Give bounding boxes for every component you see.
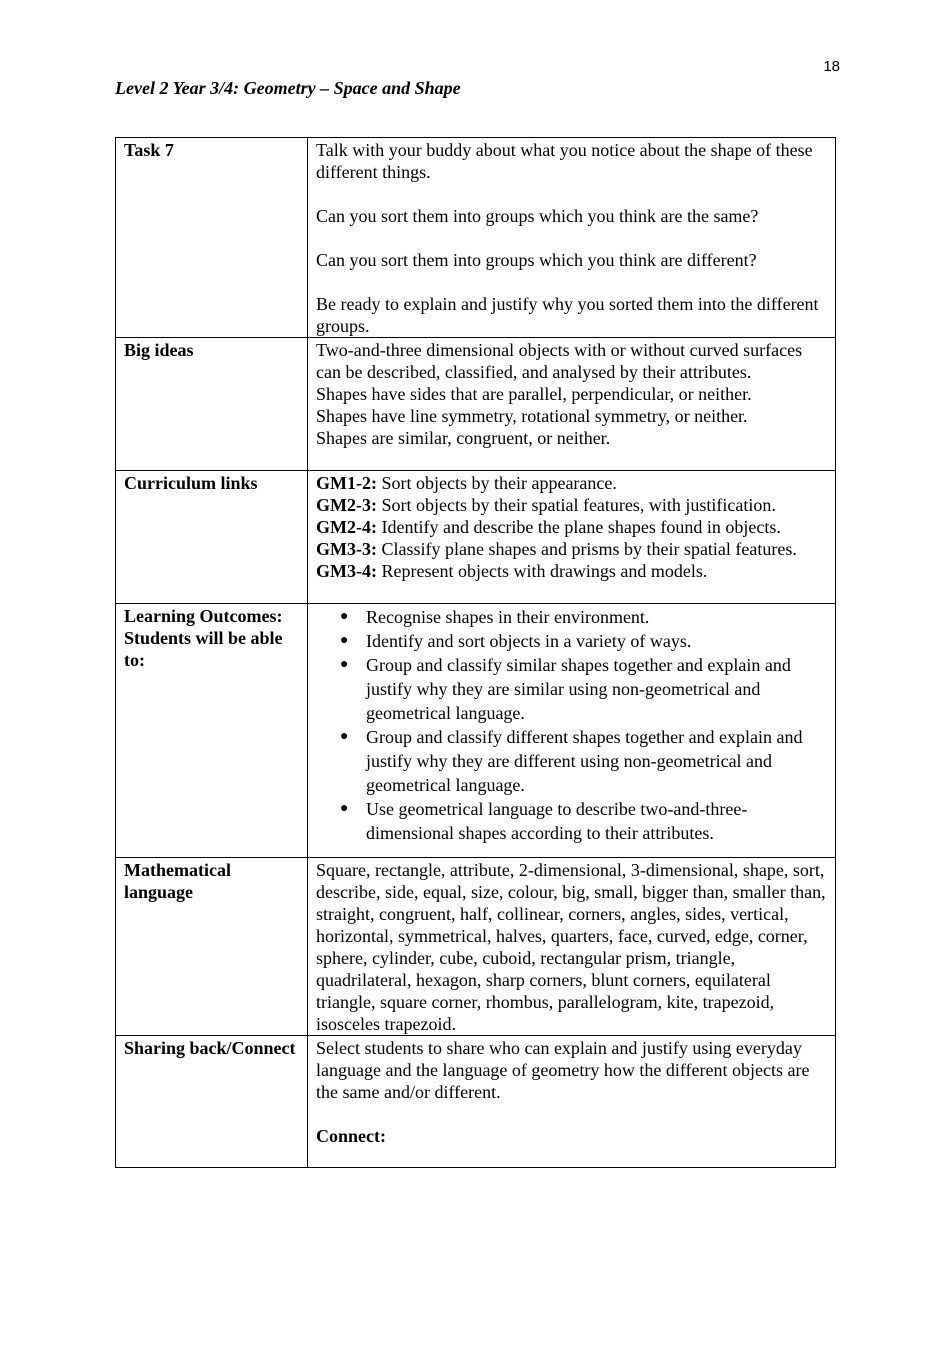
curriculum-text: Represent objects with drawings and models. xyxy=(376,561,708,581)
task-paragraph: Be ready to explain and justify why you sorted them into the different groups. xyxy=(316,294,819,336)
curriculum-link xyxy=(316,560,827,582)
big-ideas-row xyxy=(116,338,836,471)
big-idea-line: Two-and-three dimensional objects with or without curved surfaces can be described, classified, and analysed by their attributes. xyxy=(316,340,803,382)
curriculum-text: Sort objects by their appearance. xyxy=(376,473,617,493)
outcomes-row xyxy=(116,604,836,858)
language-row xyxy=(116,858,836,1036)
curriculum-text: Sort objects by their spatial features, with justification. xyxy=(376,495,776,515)
big-ideas-label: Big ideas xyxy=(116,338,308,471)
task-label: Task 7 xyxy=(116,138,308,338)
language-label: Mathematical language xyxy=(116,858,308,1036)
curriculum-code: GM3-4: xyxy=(316,561,377,581)
curriculum-link xyxy=(316,538,827,560)
sharing-label: Sharing back/Connect xyxy=(116,1036,308,1168)
outcome-text: Recognise shapes in their environment. xyxy=(366,607,650,627)
curriculum-link xyxy=(316,516,827,538)
curriculum-code: GM2-3: xyxy=(316,495,377,515)
outcome-text: Group and classify different shapes together and explain and justify why they are different using non-geometrical and geometrical language. xyxy=(366,727,803,795)
outcome-text: Group and classify similar shapes together and explain and justify why they are similar using non-geometrical and geometrical language. xyxy=(366,655,791,723)
curriculum-code: GM3-3: xyxy=(316,539,377,559)
sharing-text: Select students to share who can explain and justify using everyday language and the language of geometry how the different objects are the same and/or different. xyxy=(316,1038,810,1102)
outcomes-list xyxy=(316,605,827,855)
outcome-text: Use geometrical language to describe two-and-three-dimensional shapes according to their attributes. xyxy=(366,799,748,843)
sharing-content xyxy=(308,1036,836,1168)
curriculum-code: GM1-2: xyxy=(316,473,377,493)
task-paragraph: Can you sort them into groups which you think are the same? xyxy=(316,206,759,226)
outcomes-label: Learning Outcomes: Students will be able to: xyxy=(116,604,308,858)
big-idea-line: Shapes are similar, congruent, or neither. xyxy=(316,428,611,448)
curriculum-label: Curriculum links xyxy=(116,471,308,604)
lesson-plan-table xyxy=(115,137,836,1168)
bullet-icon: ● xyxy=(340,729,349,744)
bullet-icon: ● xyxy=(340,657,349,672)
outcomes-content xyxy=(308,604,836,858)
document-title: Level 2 Year 3/4: Geometry – Space and Shape xyxy=(115,78,461,98)
outcome-text: Identify and sort objects in a variety of ways. xyxy=(366,631,692,651)
big-idea-line: Shapes have line symmetry, rotational symmetry, or neither. xyxy=(316,406,748,426)
bullet-icon: ● xyxy=(340,801,349,816)
outcome-item xyxy=(316,605,827,629)
bullet-icon: ● xyxy=(340,633,349,648)
outcome-item xyxy=(316,653,827,725)
curriculum-row xyxy=(116,471,836,604)
language-content: Square, rectangle, attribute, 2-dimensional, 3-dimensional, shape, sort, describe, side, equal, size, colour, big, small, bigger than, smaller than, straight, congruent, half, collinear, corners, angles, sides, vertical, horizontal, symmetrical, halves, quarters, face, curved, edge, corner, sphere, cylinder, cube, cuboid, rectangular prism, triangle, quadrilateral, hexagon, sharp corners, blunt corners, equilateral triangle, square corner, rhombus, parallelogram, kite, trapezoid, isosceles trapezoid. xyxy=(308,858,836,1036)
task-paragraph: Talk with your buddy about what you notice about the shape of these different things. xyxy=(316,140,813,182)
outcome-item xyxy=(316,797,827,845)
bullet-icon: ● xyxy=(340,609,349,624)
curriculum-text: Classify plane shapes and prisms by their spatial features. xyxy=(376,539,797,559)
outcome-item xyxy=(316,725,827,797)
curriculum-content xyxy=(308,471,836,604)
curriculum-link xyxy=(316,472,827,494)
outcome-item xyxy=(316,629,827,653)
task-paragraph: Can you sort them into groups which you think are different? xyxy=(316,250,757,270)
task-row xyxy=(116,138,836,338)
big-ideas-content xyxy=(308,338,836,471)
big-idea-line: Shapes have sides that are parallel, perpendicular, or neither. xyxy=(316,384,752,404)
curriculum-text: Identify and describe the plane shapes found in objects. xyxy=(376,517,781,537)
sharing-row xyxy=(116,1036,836,1168)
curriculum-link xyxy=(316,494,827,516)
connect-label: Connect: xyxy=(316,1126,386,1146)
page-number: 18 xyxy=(823,58,840,75)
curriculum-code: GM2-4: xyxy=(316,517,377,537)
task-content xyxy=(308,138,836,338)
